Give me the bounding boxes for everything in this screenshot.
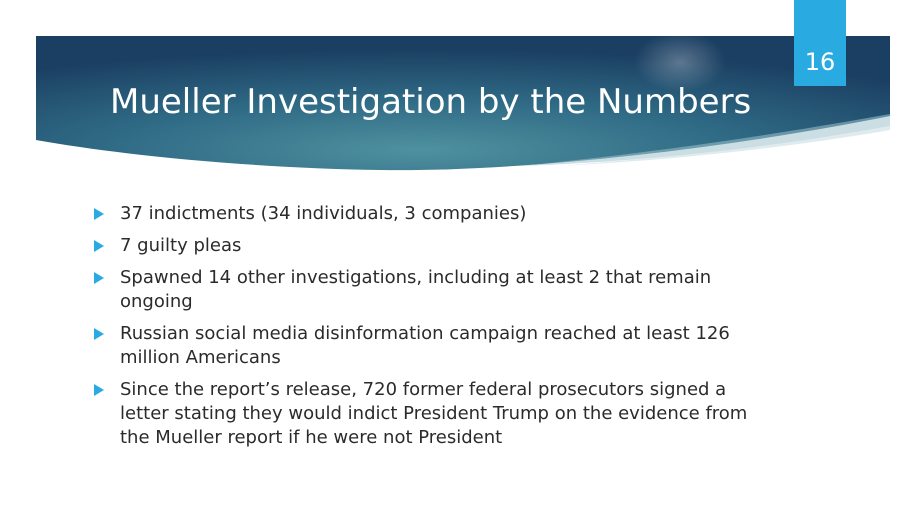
bullet-text: Russian social media disinformation campaign reached at least 126 million Americans	[120, 323, 730, 368]
slide-title: Mueller Investigation by the Numbers	[110, 82, 752, 122]
slide-number: 16	[804, 48, 836, 76]
slide-number-badge	[794, 0, 846, 86]
triangle-bullet-icon	[94, 208, 104, 220]
bullet-item	[94, 378, 754, 450]
bullet-text: 7 guilty pleas	[120, 235, 242, 256]
triangle-bullet-icon	[94, 328, 104, 340]
triangle-bullet-icon	[94, 240, 104, 252]
bullet-text: Since the report’s release, 720 former federal prosecutors signed a letter stating they would indict President Trump on the evidence from the Mueller report if he were not President	[120, 379, 748, 448]
bullet-list	[94, 202, 754, 458]
bullet-item	[94, 266, 754, 314]
bullet-item	[94, 202, 754, 226]
triangle-bullet-icon	[94, 384, 104, 396]
triangle-bullet-icon	[94, 272, 104, 284]
bullet-text: Spawned 14 other investigations, including at least 2 that remain ongoing	[120, 267, 712, 312]
bullet-text: 37 indictments (34 individuals, 3 companies)	[120, 203, 527, 224]
bullet-item	[94, 322, 754, 370]
bullet-item	[94, 234, 754, 258]
